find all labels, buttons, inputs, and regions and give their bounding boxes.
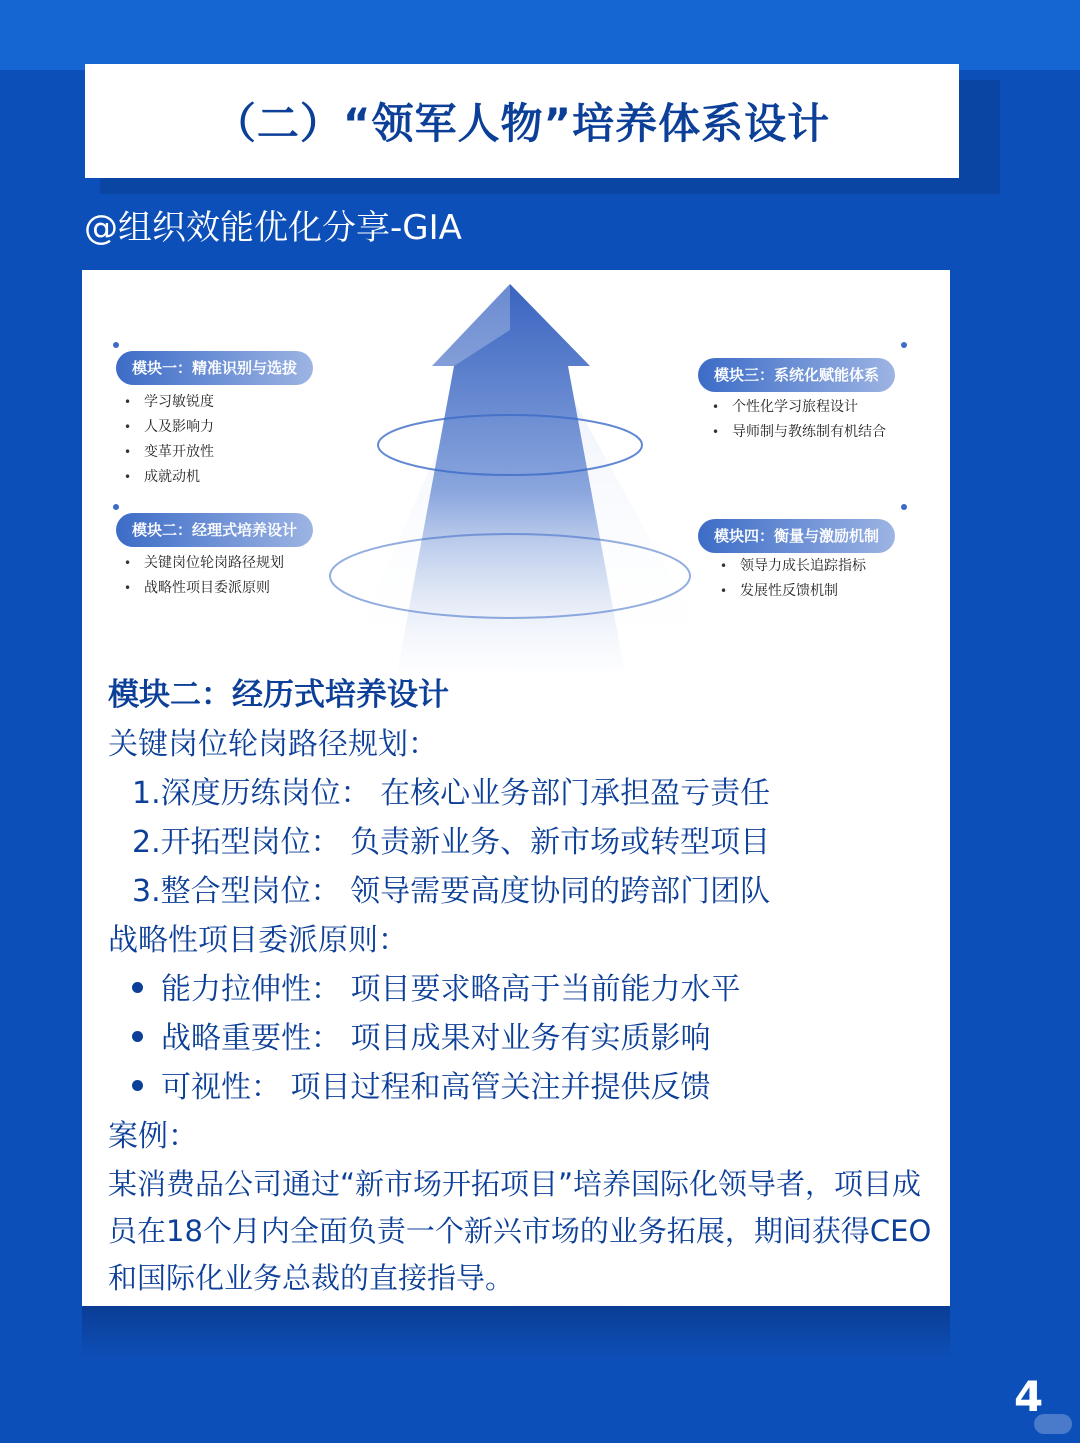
bullet-dot-icon <box>132 1080 143 1091</box>
module-1-list <box>120 390 214 490</box>
list-item: 3.整合型岗位： 领导需要高度协同的跨部门团队 <box>132 874 771 909</box>
list-item: • 发展性反馈机制 <box>716 579 866 604</box>
list-item: • 导师制与教练制有机结合 <box>708 420 886 445</box>
case-heading: 案例： <box>108 1119 198 1154</box>
module-detail <box>108 670 938 1302</box>
module-3-list <box>708 395 886 445</box>
list-item <box>108 1063 938 1112</box>
section-heading: 模块二：经历式培养设计 <box>108 677 449 713</box>
list-item: • 关键岗位轮岗路径规划 <box>120 551 284 576</box>
module-tag-3: 模块三：系统化赋能体系 <box>698 358 895 392</box>
list-item: • 变革开放性 <box>120 440 214 465</box>
card-shadow <box>82 1300 950 1360</box>
list-item: • 人及影响力 <box>120 415 214 440</box>
bullet-dot-icon <box>132 1031 143 1042</box>
list-item-text: 战略重要性： 项目成果对业务有实质影响 <box>161 1021 711 1056</box>
content-card <box>82 270 950 1306</box>
list-item: • 学习敏锐度 <box>120 390 214 415</box>
list-item: • 个性化学习旅程设计 <box>708 395 886 420</box>
module-tag-1: 模块一：精准识别与选拔 <box>116 351 313 385</box>
title-banner <box>85 64 959 178</box>
project-subheading: 战略性项目委派原则： <box>108 923 408 958</box>
module-tag-4: 模块四：衡量与激励机制 <box>698 519 895 553</box>
case-paragraph: 某消费品公司通过“新市场开拓项目”培养国际化领导者，项目成员在18个月内全面负责一个新兴市场的业务拓展，期间获得CEO和国际化业务总裁的直接指导。 <box>108 1167 932 1295</box>
list-item <box>108 1014 938 1063</box>
bullet-dot-icon <box>132 982 143 993</box>
background-top-band <box>0 0 1080 70</box>
module-tag-2: 模块二：经理式培养设计 <box>116 513 313 547</box>
page-number: 4 <box>1014 1372 1044 1421</box>
module-diagram <box>82 270 950 670</box>
watermark-badge <box>1034 1414 1072 1434</box>
list-item: 1.深度历练岗位： 在核心业务部门承担盈亏责任 <box>132 776 771 811</box>
list-item: • 领导力成长追踪指标 <box>716 554 866 579</box>
list-item: • 战略性项目委派原则 <box>120 576 284 601</box>
page-title: （二）“领军人物”培养体系设计 <box>213 99 831 148</box>
list-item: 2.开拓型岗位： 负责新业务、新市场或转型项目 <box>132 825 771 860</box>
list-item-text: 能力拉伸性： 项目要求略高于当前能力水平 <box>161 972 741 1007</box>
module-4-list <box>716 554 866 604</box>
module-2-list <box>120 551 284 601</box>
list-item-text: 可视性： 项目过程和高管关注并提供反馈 <box>161 1070 711 1105</box>
author-handle: @组织效能优化分享-GIA <box>84 208 462 248</box>
list-item <box>108 965 938 1014</box>
rotation-subheading: 关键岗位轮岗路径规划： <box>108 727 438 762</box>
list-item: • 成就动机 <box>120 465 214 490</box>
